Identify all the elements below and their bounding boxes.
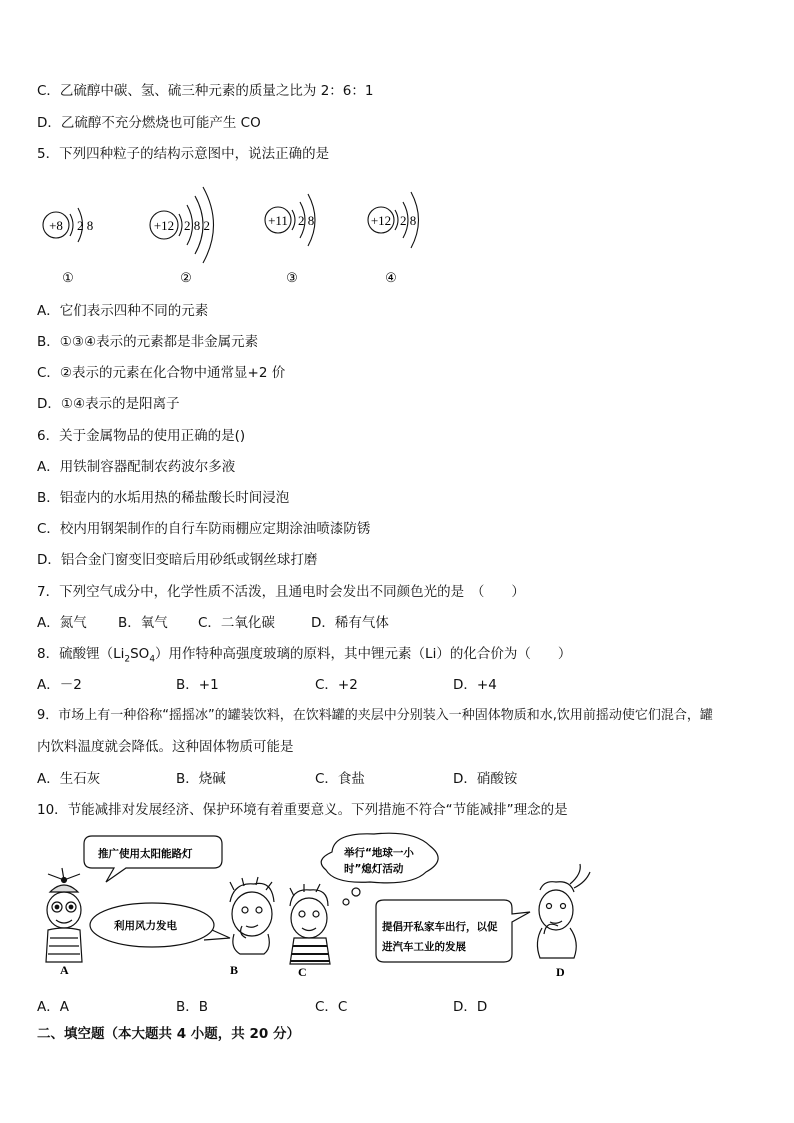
q8-stem: 8．硫酸锂$(Li_2SO_4)$用作特种高强度玻璃的原料，其中锂元素（Li）的化合价为（ ） <box>37 646 572 665</box>
q8-option-d: D．+4 <box>453 677 497 693</box>
q8-option-b: B．+1 <box>176 677 219 693</box>
q8-option-a: A．－2 <box>37 677 82 693</box>
particle-3-nucleus: +11 <box>268 213 288 228</box>
q9-option-c: C．食盐 <box>315 771 365 787</box>
q5-option-a: A．它们表示四种不同的元素 <box>37 303 209 319</box>
q10-option-b: B．B <box>176 999 209 1015</box>
character-b <box>230 877 274 954</box>
q6-stem: 6．关于金属物品的使用正确的是() <box>37 428 246 444</box>
particle-4-shells: 2 8 <box>400 213 417 228</box>
q4-option-d: D．乙硫醇不充分燃烧也可能产生 CO <box>37 115 261 131</box>
q7-option-d: D．稀有气体 <box>311 615 389 631</box>
character-a <box>46 868 82 962</box>
q10-option-d: D．D <box>453 999 488 1015</box>
cartoon-label-a: A <box>60 963 69 977</box>
particle-4-label: ④ <box>385 270 397 285</box>
particle-3-shells: 2 8 <box>298 213 315 228</box>
cartoon-label-b: B <box>230 963 239 977</box>
particle-2-nucleus: +12 <box>153 218 175 233</box>
q10-option-a: A．A <box>37 999 69 1015</box>
q9-stem-line2: 内饮料温度就会降低。这种固体物质可能是 <box>37 739 294 755</box>
q6-option-b: B．铝壶内的水垢用热的稀盐酸长时间浸泡 <box>37 490 290 506</box>
particle-1-nucleus: +8 <box>49 218 63 233</box>
q6-option-d: D．铝合金门窗变旧变暗后用砂纸或钢丝球打磨 <box>37 552 318 568</box>
q7-option-b: B．氧气 <box>118 615 168 631</box>
q9-option-b: B．烧碱 <box>176 771 226 787</box>
q8-option-c: C．+2 <box>315 677 358 693</box>
q5-option-d: D．①④表示的是阳离子 <box>37 396 180 412</box>
q10-cartoon-illustration <box>34 830 604 980</box>
q4-option-c: C．乙硫醇中碳、氢、硫三种元素的质量之比为 2：6：1 <box>37 83 374 99</box>
bubble-d-text-line1: 提倡开私家车出行，以促 <box>382 921 498 933</box>
q9-option-d: D．硝酸铵 <box>453 771 518 787</box>
particle-4-nucleus: +12 <box>370 213 392 228</box>
q9-option-a: A．生石灰 <box>37 771 101 787</box>
particle-2-shells: 2 8 2 <box>184 218 210 233</box>
section-2-title: 二、填空题（本大题共 4 小题，共 20 分） <box>37 1026 300 1042</box>
q7-stem: 7．下列空气成分中，化学性质不活泼，且通电时会发出不同颜色光的是 （ ） <box>37 584 525 600</box>
particle-3-label: ③ <box>286 270 298 285</box>
cartoon-label-c: C <box>298 965 307 979</box>
particle-2-label: ② <box>180 270 192 285</box>
particle-1-label: ① <box>62 270 74 285</box>
bubble-c-text-line2: 时”熄灯活动 <box>344 863 404 875</box>
q5-option-c: C．②表示的元素在化合物中通常显+2 价 <box>37 365 286 381</box>
character-d <box>537 864 590 958</box>
q7-option-a: A．氮气 <box>37 615 87 631</box>
bubble-d-text-line2: 进汽车工业的发展 <box>382 941 466 953</box>
cartoon-label-d: D <box>556 965 565 979</box>
q9-stem-line1: 9．市场上有一种俗称“摇摇冰”的罐装饮料，在饮料罐的夹层中分别装入一种固体物质和水,饮用前摇动使它们混合，罐 <box>37 708 713 723</box>
q7-option-c: C．二氧化碳 <box>198 615 275 631</box>
q5-stem: 5．下列四种粒子的结构示意图中，说法正确的是 <box>37 146 330 162</box>
q10-stem: 10．节能减排对发展经济、保护环境有着重要意义。下列措施不符合“节能减排”理念的是 <box>37 802 568 818</box>
q5-atom-diagrams <box>30 172 450 292</box>
character-c <box>290 884 330 964</box>
bubble-a-text: 推广使用太阳能路灯 <box>98 848 193 860</box>
q6-option-a: A．用铁制容器配制农药波尔多液 <box>37 459 236 475</box>
q5-option-b: B．①③④表示的元素都是非金属元素 <box>37 334 259 350</box>
particle-1-shells: 2 8 <box>77 218 94 233</box>
bubble-c-text-line1: 举行“地球一小 <box>344 847 414 859</box>
bubble-b-text: 利用风力发电 <box>114 920 177 932</box>
q6-option-c: C．校内用钢架制作的自行车防雨棚应定期涂油喷漆防锈 <box>37 521 371 537</box>
q10-option-c: C．C <box>315 999 348 1015</box>
